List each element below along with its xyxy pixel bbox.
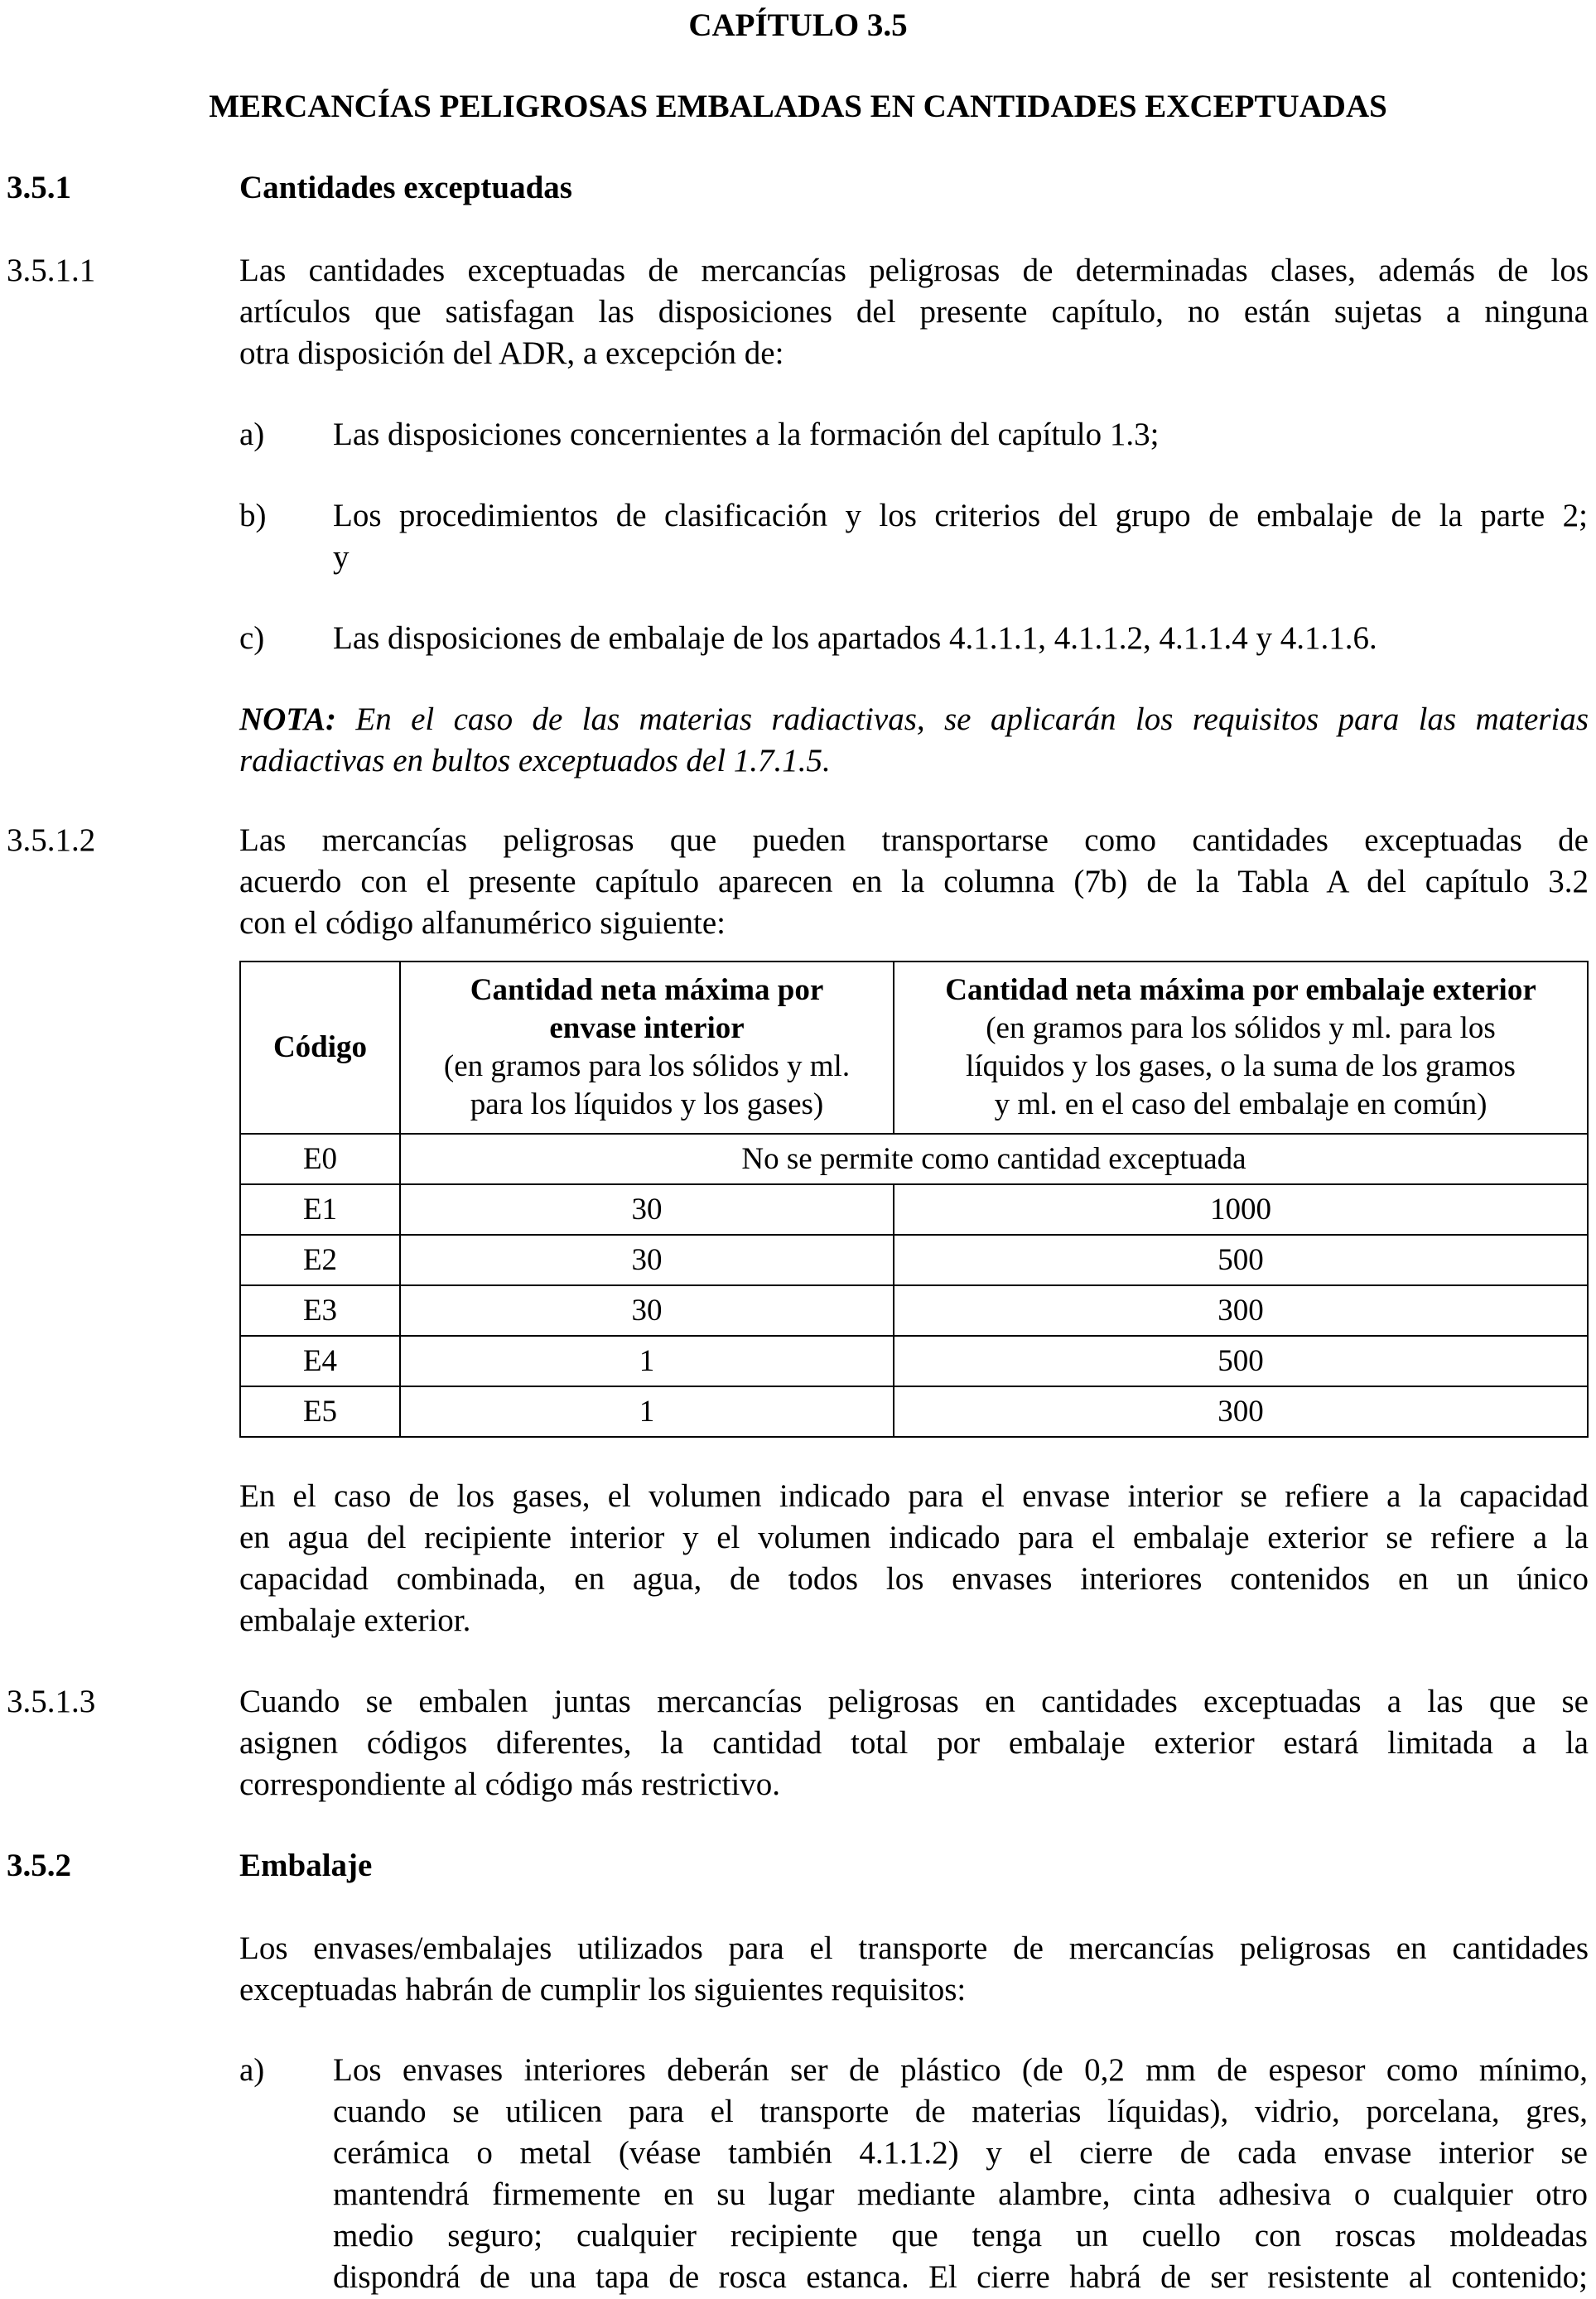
table-row (240, 1285, 1588, 1336)
text-line: Cuando se embalen juntas mercancías peligrosas en cantidades exceptuadas a las que se (239, 1684, 1589, 1719)
header-line: para los líquidos y los gases) (470, 1087, 824, 1121)
paragraph-3-5-1-2 (239, 820, 1589, 944)
text-line: y (333, 539, 350, 575)
list-item: Las disposiciones de embalaje de los apartados 4.1.1.1, 4.1.1.2, 4.1.1.4 y 4.1.1.6. (333, 620, 1377, 656)
list-item: Las disposiciones concernientes a la formación del capítulo 1.3; (333, 417, 1160, 452)
outer-cell: 1000 (894, 1184, 1588, 1235)
text-line: Las cantidades exceptuadas de mercancías peligrosas de determinadas clases, además de los (239, 253, 1589, 288)
header-outer-quantity (894, 962, 1588, 1134)
header-line: y ml. en el caso del embalaje en común) (994, 1087, 1488, 1121)
code-cell: E3 (240, 1285, 400, 1336)
text-line: correspondiente al código más restrictivo. (239, 1766, 781, 1802)
code-cell: E0 (240, 1134, 400, 1184)
text-line: exceptuadas habrán de cumplir los siguientes requisitos: (239, 1972, 967, 2007)
table-row (240, 1386, 1588, 1437)
outer-cell: 300 (894, 1386, 1588, 1437)
code-cell: E2 (240, 1235, 400, 1285)
text-line: otra disposición del ADR, a excepción de: (239, 335, 784, 371)
text-line: Los envases interiores deberán ser de plástico (de 0,2 mm de espesor como mínimo, (333, 2052, 1588, 2088)
text-line: artículos que satisfagan las disposiciones del presente capítulo, no están sujetas a ninguna (239, 294, 1589, 330)
list-letter: a) (239, 2052, 265, 2088)
note-text: radiactivas en bultos exceptuados del 1.7.1.5. (239, 743, 831, 778)
outer-cell: 300 (894, 1285, 1588, 1336)
text-line: dispondrá de una tapa de rosca estanca. El cierre habrá de ser resistente al contenido; (333, 2259, 1588, 2295)
table-header-row (240, 962, 1588, 1134)
note-label: NOTA: (239, 701, 336, 737)
chapter-title: MERCANCÍAS PELIGROSAS EMBALADAS EN CANTIDADES EXCEPTUADAS (209, 89, 1387, 124)
paragraph-3-5-2 (239, 1928, 1589, 2011)
list-letter: c) (239, 620, 265, 656)
table-row (240, 1235, 1588, 1285)
paragraph-3-5-1-1 (239, 250, 1589, 374)
header-line: (en gramos para los sólidos y ml. para los (986, 1011, 1496, 1045)
list-item (333, 2050, 1588, 2298)
list-letter: a) (239, 417, 265, 452)
text-line: con el código alfanumérico siguiente: (239, 905, 726, 941)
header-bold-line: envase interior (549, 1011, 745, 1045)
text-line: en agua del recipiente interior y el volumen indicado para el embalaje exterior se refiere a la (239, 1520, 1589, 1555)
text-line: cerámica o metal (véase también 4.1.1.2) y el cierre de cada envase interior se (333, 2135, 1588, 2171)
chapter-number: CAPÍTULO 3.5 (688, 7, 908, 43)
paragraph-number: 3.5.1.3 (7, 1684, 96, 1719)
inner-cell: 1 (400, 1386, 894, 1437)
paragraph-number: 3.5.1.2 (7, 822, 96, 858)
inner-cell: 30 (400, 1235, 894, 1285)
header-inner-quantity (400, 962, 894, 1134)
paragraph-3-5-1-3 (239, 1681, 1589, 1805)
text-line: medio seguro; cualquier recipiente que tenga un cuello con roscas moldeadas (333, 2218, 1588, 2253)
outer-cell: 500 (894, 1235, 1588, 1285)
inner-cell: 30 (400, 1285, 894, 1336)
code-cell: E4 (240, 1336, 400, 1386)
note-text: En el caso de las materias radiactivas, se aplicarán los requisitos para las materias (336, 701, 1589, 737)
text-line: En el caso de los gases, el volumen indicado para el envase interior se refiere a la capacidad (239, 1478, 1589, 1514)
note (239, 699, 1589, 782)
exception-codes-table (239, 961, 1589, 1438)
inner-cell: 30 (400, 1184, 894, 1235)
text-line: Las mercancías peligrosas que pueden transportarse como cantidades exceptuadas de (239, 822, 1589, 858)
gases-paragraph (239, 1476, 1589, 1641)
text-line: asignen códigos diferentes, la cantidad total por embalaje exterior estará limitada a la (239, 1725, 1589, 1761)
text-line: Los procedimientos de clasificación y los criterios del grupo de embalaje de la parte 2; (333, 498, 1588, 533)
list-item (333, 495, 1588, 578)
header-codigo: Código (240, 962, 400, 1134)
code-cell: E1 (240, 1184, 400, 1235)
text-line: mantendrá firmemente en su lugar mediante alambre, cinta adhesiva o cualquier otro (333, 2176, 1588, 2212)
table-row (240, 1336, 1588, 1386)
list-letter: b) (239, 498, 267, 533)
header-bold-line: Cantidad neta máxima por (470, 973, 824, 1007)
header-line: (en gramos para los sólidos y ml. (443, 1049, 851, 1083)
section-number: 3.5.1 (7, 170, 71, 205)
table-row (240, 1184, 1588, 1235)
section-heading: Cantidades exceptuadas (239, 170, 572, 205)
inner-cell: 1 (400, 1336, 894, 1386)
text-line: acuerdo con el presente capítulo aparecen en la columna (7b) de la Tabla A del capítulo 3.2 (239, 864, 1589, 899)
code-cell: E5 (240, 1386, 400, 1437)
not-permitted-cell: No se permite como cantidad exceptuada (400, 1134, 1588, 1184)
paragraph-number: 3.5.1.1 (7, 253, 96, 288)
text-line: Los envases/embalajes utilizados para el transporte de mercancías peligrosas en cantidades (239, 1930, 1589, 1966)
section-number: 3.5.2 (7, 1848, 71, 1883)
table-row (240, 1134, 1588, 1184)
header-line: líquidos y los gases, o la suma de los gramos (966, 1049, 1516, 1083)
text-line: capacidad combinada, en agua, de todos los envases interiores contenidos en un único (239, 1561, 1589, 1597)
header-bold-line: Cantidad neta máxima por embalaje exterior (945, 973, 1536, 1007)
text-line: cuando se utilicen para el transporte de materias líquidas), vidrio, porcelana, gres, (333, 2094, 1588, 2129)
section-heading: Embalaje (239, 1848, 373, 1883)
outer-cell: 500 (894, 1336, 1588, 1386)
text-line: embalaje exterior. (239, 1603, 471, 1638)
